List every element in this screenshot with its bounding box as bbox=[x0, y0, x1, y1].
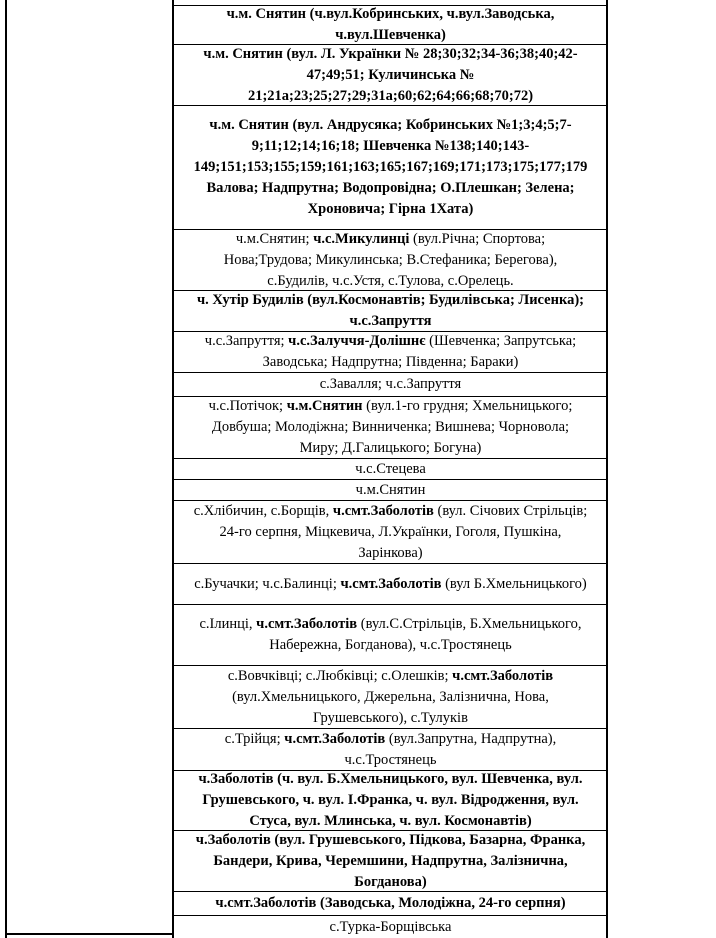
table-row bbox=[174, 604, 607, 665]
row-text bbox=[328, 917, 454, 938]
row-line: с.Бучачки; ч.с.Балинці; ч.смт.Заболотів (вул Б.Хмельницького) bbox=[194, 575, 587, 592]
table-row bbox=[174, 891, 607, 915]
row-line: Довбуша; Молодіжна; Винниченка; Вишнева; Чорновола; bbox=[211, 419, 570, 435]
bold-locality: ч.смт.Заболотів bbox=[452, 667, 554, 684]
table-row bbox=[174, 229, 607, 290]
row-line: ч.с.Запруття bbox=[349, 313, 432, 329]
row-line: (вул.Хмельницького, Джерельна, Залізнична, Нова, bbox=[232, 688, 549, 705]
row-line: ч.м. Снятин (вул. Андрусяка; Кобринських №1;3;4;5;7- bbox=[209, 117, 572, 133]
row-line: с.Ілинці, ч.смт.Заболотів (вул.С.Стрільців, Б.Хмельницького, bbox=[199, 616, 582, 632]
row-text bbox=[318, 374, 463, 395]
row-line: ч.м. Снятин (вул. Л. Українки № 28;30;32;34-36;38;40;42- bbox=[203, 45, 578, 62]
row-line: 149;151;153;155;159;161;163;165;167;169;171;173;175;177;179 bbox=[193, 159, 588, 175]
row-line: Набережна, Богданова), ч.с.Тростянець bbox=[269, 637, 512, 653]
row-text bbox=[197, 770, 585, 830]
table-row bbox=[174, 372, 607, 396]
bold-locality: ч.смт.Заболотів bbox=[284, 730, 386, 747]
row-text bbox=[354, 480, 428, 501]
row-line: с.Будилів, ч.с.Устя, с.Тулова, с.Орелець. bbox=[267, 272, 514, 289]
row-text bbox=[353, 459, 428, 480]
row-line: ч.Заболотів (ч. вул. Б.Хмельницького, вул. Шевченка, вул. bbox=[198, 771, 583, 787]
row-line: ч.с.Стецева bbox=[355, 460, 426, 477]
bold-locality: ч.с.Микулинці bbox=[313, 230, 410, 247]
table-row bbox=[174, 458, 607, 479]
row-line: с.Завалля; ч.с.Запруття bbox=[319, 376, 462, 392]
table-row bbox=[174, 915, 607, 938]
row-line: с.Турка-Борщівська bbox=[329, 918, 452, 935]
table-row bbox=[174, 665, 607, 728]
bold-locality: ч.смт.Заболотів bbox=[332, 502, 434, 519]
bold-locality: ч.с.Залуччя-Долішнє bbox=[288, 333, 426, 349]
row-line: Хроновича; Гірна 1Хата) bbox=[307, 201, 474, 217]
row-text bbox=[226, 666, 555, 729]
row-line: ч. Хутір Будилів (вул.Космонавтів; Будилівська; Лисенка); bbox=[196, 292, 584, 308]
row-line: 21;21а;23;25;27;29;31а;60;62;64;66;68;70;72) bbox=[247, 87, 534, 104]
row-line: Грушевського), с.Тулуків bbox=[313, 709, 468, 726]
row-text bbox=[197, 614, 583, 656]
row-text bbox=[201, 44, 579, 105]
row-text bbox=[195, 290, 586, 331]
table-row bbox=[174, 770, 607, 830]
row-line: Бандери, Крива, Черемшини, Надпрутна, Залізнична, bbox=[213, 852, 568, 869]
table-row bbox=[174, 500, 607, 563]
row-text bbox=[192, 501, 590, 564]
row-line: Богданова) bbox=[354, 873, 427, 890]
row-line: ч.смт.Заболотів (Заводська, Молодіжна, 24-го серпня) bbox=[215, 895, 566, 911]
bold-locality: ч.смт.Заболотів bbox=[256, 616, 358, 632]
row-line: Миру; Д.Галицького; Богуна) bbox=[299, 440, 482, 456]
bold-locality: ч.смт.Заболотів bbox=[340, 575, 442, 592]
table-row bbox=[174, 728, 607, 770]
bold-locality: ч.м.Снятин bbox=[286, 398, 363, 414]
row-text bbox=[203, 331, 578, 372]
row-line: ч.м.Снятин; ч.с.Микулинці (вул.Річна; Спортова; bbox=[235, 230, 546, 247]
row-text bbox=[222, 229, 560, 290]
row-line: Валова; Надпрутна; Водопровідна; О.Плешкан; Зелена; bbox=[206, 180, 575, 196]
table-row bbox=[174, 290, 607, 331]
row-line: Стуса, вул. Млинська, ч. вул. Космонавтів) bbox=[249, 813, 532, 829]
row-line: с.Вовчківці; с.Любківці; с.Олешків; ч.смт.Заболотів bbox=[227, 667, 554, 684]
row-line: ч.м. Снятин (ч.вул.Кобринських, ч.вул.Заводська, bbox=[226, 6, 555, 22]
table-row bbox=[174, 563, 607, 604]
table-row bbox=[174, 331, 607, 372]
table-row bbox=[174, 44, 607, 105]
table-row bbox=[174, 105, 607, 229]
table-row bbox=[174, 830, 607, 891]
row-line: ч.Заболотів (вул. Грушевського, Підкова, Базарна, Франка, bbox=[195, 831, 586, 848]
row-line: Грушевського, ч. вул. І.Франка, ч. вул. Відродження, вул. bbox=[202, 792, 579, 808]
row-line: ч.с.Потічок; ч.м.Снятин (вул.1-го грудня; Хмельницького; bbox=[208, 398, 573, 414]
row-line: Нова;Трудова; Микулинська; В.Стефаника; Берегова), bbox=[223, 251, 558, 268]
row-line: ч.с.Тростянець bbox=[344, 751, 437, 768]
row-line: Зарінкова) bbox=[358, 544, 423, 561]
table-row bbox=[174, 479, 607, 500]
row-text bbox=[194, 830, 587, 891]
row-line: с.Хлібичин, с.Борщів, ч.смт.Заболотів (вул. Січових Стрільців; bbox=[193, 502, 588, 519]
row-text bbox=[192, 574, 589, 595]
row-line: 24-го серпня, Міцкевича, Л.Українки, Гоголя, Пушкіна, bbox=[219, 523, 562, 540]
row-line: ч.вул.Шевченка) bbox=[335, 27, 446, 43]
row-text bbox=[225, 5, 557, 44]
row-text bbox=[192, 115, 590, 220]
row-text bbox=[213, 893, 567, 914]
row-line: 9;11;12;14;16;18; Шевченка №138;140;143- bbox=[251, 138, 530, 154]
row-line: Заводська; Надпрутна; Південна; Бараки) bbox=[262, 354, 519, 370]
row-line: ч.м.Снятин bbox=[355, 481, 426, 498]
row-text bbox=[207, 396, 575, 458]
row-line: с.Трійця; ч.смт.Заболотів (вул.Запрутна, Надпрутна), bbox=[224, 730, 557, 747]
table-row bbox=[174, 396, 607, 458]
left-outer-border bbox=[5, 0, 7, 938]
row-line: 47;49;51; Куличинська № bbox=[306, 66, 475, 83]
row-line: ч.с.Запруття; ч.с.Залуччя-Долішнє (Шевченка; Запрутська; bbox=[204, 333, 577, 349]
table-row bbox=[174, 5, 607, 44]
row-text bbox=[223, 729, 558, 771]
bottom-border bbox=[5, 933, 174, 935]
